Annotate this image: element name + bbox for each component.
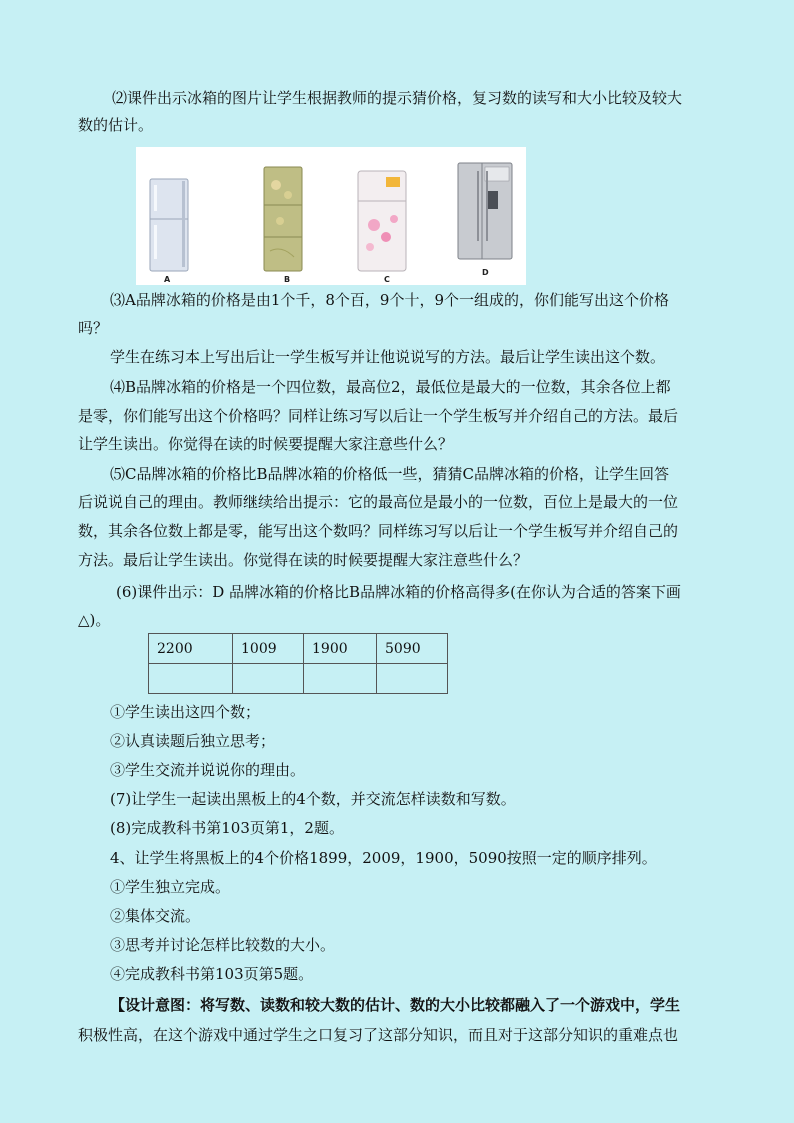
paragraph-5-line-3: 数，其余各位数上都是零，能写出这个数吗？同样练习写以后让一个学生板写并介绍自己的: [78, 522, 679, 540]
table-row: [149, 634, 448, 664]
fridge-c-image: [356, 169, 408, 273]
paragraph-5-line-1: ⑸C品牌冰箱的价格比B品牌冰箱的价格低一些，猜猜C品牌冰箱的价格，让学生回答: [110, 465, 669, 483]
paragraph-4-line-1: ⑷B品牌冰箱的价格是一个四位数，最高位2，最低位是最大的一位数，其余各位上都: [110, 378, 671, 396]
paragraph-3-line-3: 学生在练习本上写出后让一学生板写并让他说说写的方法。最后让学生读出这个数。: [110, 348, 666, 366]
section-4-intro: 4、让学生将黑板上的4个价格1899，2009，1900，5090按照一定的顺序排列。: [110, 849, 657, 867]
fridge-a-label: A: [164, 275, 171, 284]
section-4-step-1: ①学生独立完成。: [110, 878, 231, 896]
paragraph-3-line-2: 吗？: [78, 319, 109, 337]
paragraph-8: (8)完成教科书第103页第1，2题。: [110, 819, 344, 837]
paragraph-6-line-2: △)。: [78, 611, 111, 629]
table-cell: 1009: [233, 634, 304, 664]
table-cell-answer: [233, 664, 304, 694]
section-4-step-3: ③思考并讨论怎样比较数的大小。: [110, 936, 336, 954]
fridge-d-image: [456, 161, 514, 261]
table-cell-answer: [149, 664, 233, 694]
paragraph-7: (7)让学生一起读出黑板上的4个数，并交流怎样读数和写数。: [110, 790, 516, 808]
design-intent-line-1: 【设计意图：将写数、读数和较大数的估计、数的大小比较都融入了一个游戏中，学生: [110, 996, 681, 1014]
fridge-b-image: [262, 165, 306, 273]
paragraph-5-line-4: 方法。最后让学生读出。你觉得在读的时候要提醒大家注意些什么？: [78, 551, 529, 569]
paragraph-4-line-3: 让学生读出。你觉得在读的时候要提醒大家注意些什么？: [78, 435, 454, 453]
paragraph-6-line-1: (6)课件出示：D 品牌冰箱的价格比B品牌冰箱的价格高得多(在你认为合适的答案下画: [116, 583, 681, 601]
price-table: [148, 633, 448, 694]
step-discuss: ③学生交流并说说你的理由。: [110, 761, 306, 779]
table-cell: 2200: [149, 634, 233, 664]
design-intent-line-2: 积极性高，在这个游戏中通过学生之口复习了这部分知识，而且对于这部分知识的重难点也: [78, 1026, 679, 1044]
fridge-d-label: D: [482, 268, 489, 277]
table-cell-answer: [304, 664, 377, 694]
fridge-figure: [136, 147, 526, 285]
fridge-c-label: C: [384, 275, 390, 284]
paragraph-2-line-1: ⑵课件出示冰箱的图片让学生根据教师的提示猜价格，复习数的读写和大小比较及较大: [112, 89, 683, 107]
paragraph-3-line-1: ⑶A品牌冰箱的价格是由1个千，8个百，9个十，9个一组成的，你们能写出这个价格: [110, 291, 670, 309]
table-cell-answer: [377, 664, 448, 694]
section-4-step-4: ④完成教科书第103页第5题。: [110, 965, 314, 983]
step-think: ②认真读题后独立思考；: [110, 732, 276, 750]
paragraph-5-line-2: 后说说自己的理由。教师继续给出提示：它的最高位是最小的一位数，百位上是最大的一位: [78, 493, 679, 511]
table-row: [149, 664, 448, 694]
section-4-step-2: ②集体交流。: [110, 907, 201, 925]
paragraph-4-line-2: 是零，你们能写出这个价格吗？同样让练习写以后让一个学生板写并介绍自己的方法。最后: [78, 407, 679, 425]
fridge-a-image: [148, 177, 192, 273]
step-read-numbers: ①学生读出这四个数；: [110, 703, 261, 721]
table-cell: 1900: [304, 634, 377, 664]
table-cell: 5090: [377, 634, 448, 664]
fridge-b-label: B: [284, 275, 291, 284]
paragraph-2-line-2: 数的估计。: [78, 116, 154, 134]
